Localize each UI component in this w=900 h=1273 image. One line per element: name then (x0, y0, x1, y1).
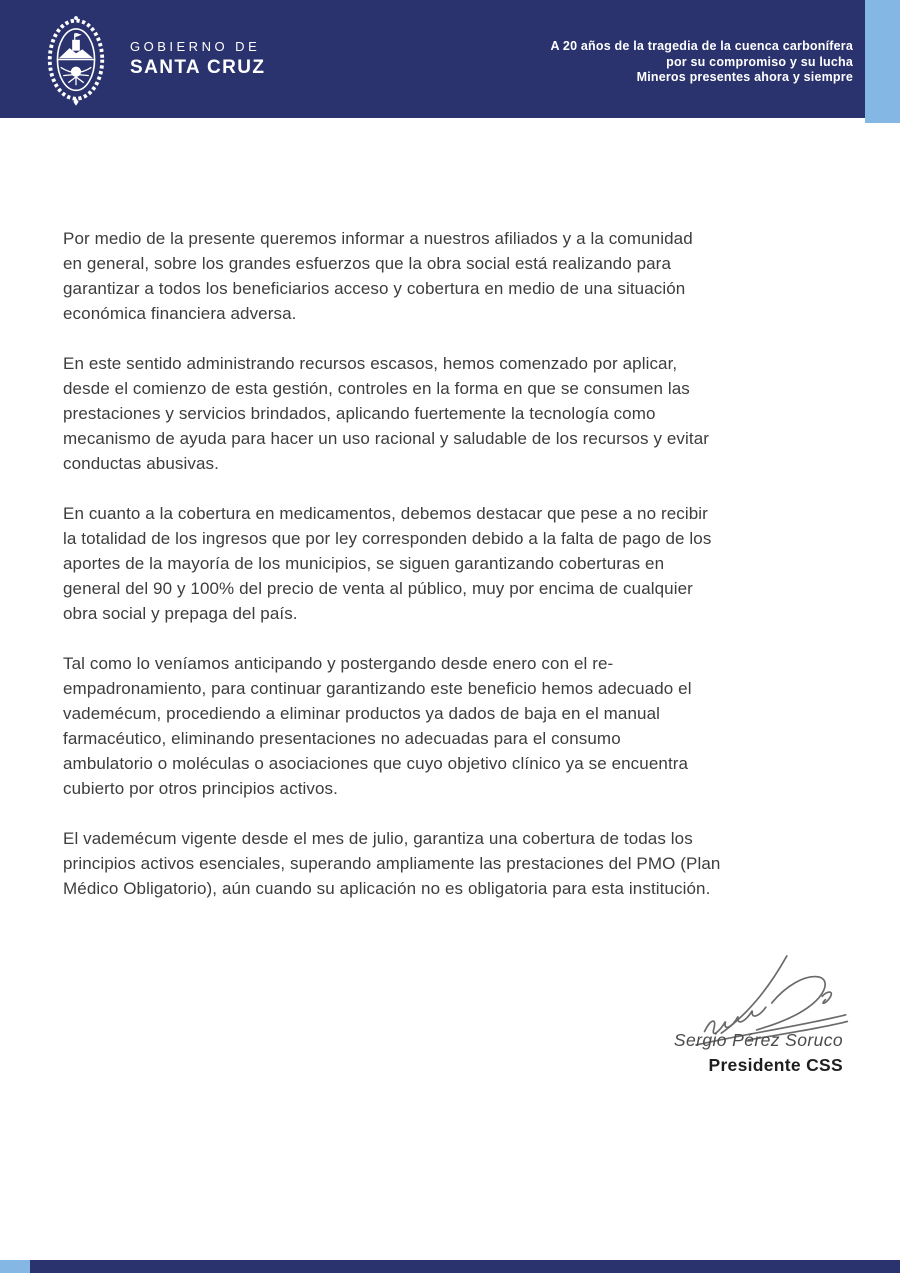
footer-bar (30, 1260, 900, 1273)
coat-of-arms-icon (44, 11, 108, 107)
paragraph-2: En este sentido administrando recursos escasos, hemos comenzado por aplicar, desde el comienzo de esta gestión, controles en la forma en que se consumen las prestaciones y servicios brindados, aplicando fuertemente la tecnología como mecanismo de ayuda para hacer un uso racional y saludable de los recursos y evitar conductas abusivas. (63, 354, 710, 473)
tagline-line-1: A 20 años de la tragedia de la cuenca carbonífera (550, 39, 853, 53)
tagline-line-2: por su compromiso y su lucha (666, 54, 853, 69)
signature-block (674, 952, 843, 1076)
signatory-name: Sergio Pérez Soruco (673, 1030, 843, 1050)
header-corner-accent (865, 0, 900, 123)
paragraph-3: En cuanto a la cobertura en medicamentos, debemos destacar que pese a no recibir la totalidad de los ingresos que por ley corresponden debido a la falta de pago de los aportes de la mayoría de los municipios, se siguen garantizando coberturas en general del 90 y 100% del precio de venta al público, muy por encima de cualquier obra social y prepaga del país. (63, 504, 712, 623)
brand-line-santa-cruz: SANTA CRUZ (130, 57, 266, 78)
header-band (0, 0, 900, 118)
paragraph-5: El vademécum vigente desde el mes de julio, garantiza una cobertura de todas los principios activos esenciales, superando ampliamente las prestaciones del PMO (Plan Médico Obligatorio), aún cuando su aplicación no es obligatoria para esta institución. (63, 829, 721, 898)
footer-accent-square (0, 1260, 30, 1273)
header-tagline (550, 39, 853, 86)
letter-body (63, 226, 855, 926)
paragraph-1: Por medio de la presente queremos informar a nuestros afiliados y a la comunidad en general, sobre los grandes esfuerzos que la obra social está realizando para garantizar a todos los beneficiarios acceso y cobertura en medio de una situación económica financiera adversa. (63, 229, 693, 323)
signature-scrawl-icon (681, 952, 849, 1054)
brand-text (130, 39, 265, 79)
brand-line-gobierno-de: GOBIERNO DE (130, 39, 261, 54)
tagline-line-3: Mineros presentes ahora y siempre (636, 70, 853, 84)
brand (44, 11, 265, 107)
signatory-title: Presidente CSS (708, 1055, 843, 1075)
paragraph-4: Tal como lo veníamos anticipando y postergando desde enero con el re- empadronamiento, para continuar garantizando este beneficio hemos adecuado el vademécum, procediendo a eliminar productos ya dados de baja en el manual farmacéutico, eliminando presentaciones no adecuadas para el consumo ambulatorio o moléculas o asociaciones que cuyo objetivo clínico ya se encuentra cubierto por otros principios activos. (63, 654, 692, 798)
